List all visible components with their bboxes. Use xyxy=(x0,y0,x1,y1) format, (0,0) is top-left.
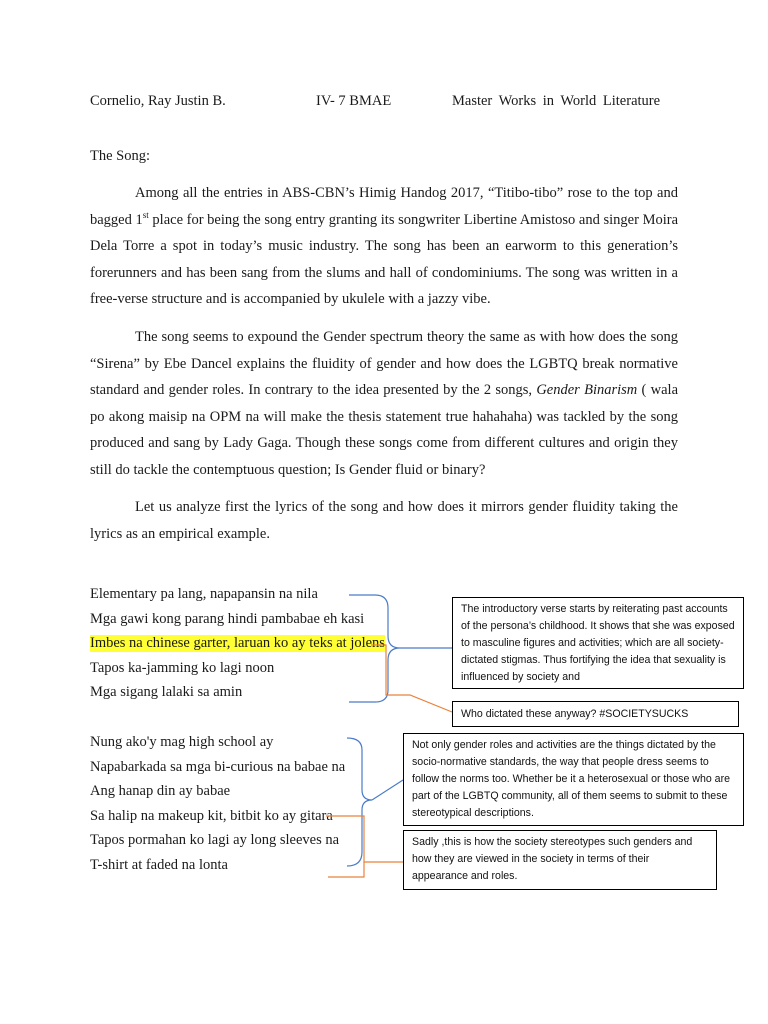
lonta-connector xyxy=(328,862,364,877)
lyric-line: Tapos ka-jamming ko lagi noon xyxy=(90,660,275,676)
lyric-line: Sa halip na makeup kit, bitbit ko ay gitara xyxy=(90,808,333,824)
annotation-box-stereotypes: Sadly ,this is how the society stereotypes such genders and how they are viewed in the society in terms of their appearance and roles. xyxy=(403,830,717,890)
verse1-bracket xyxy=(349,595,400,702)
lyric-line: T-shirt at faded na lonta xyxy=(90,857,228,873)
lyric-line: Mga gawi kong parang hindi pambabae eh kasi xyxy=(90,611,365,627)
annotation-box-dress-norms: Not only gender roles and activities are the things dictated by the socio-normative standards, the way that people dress seems to follow the norms too. Whether be it a heterosexual or those who are part of the LGBTQ community, all of them seems to submit to these stereotypical descriptions. xyxy=(403,733,744,826)
verse2-bracket-connector xyxy=(372,780,403,800)
annotation-box-childhood: The introductory verse starts by reiterating past accounts of the persona’s childhood. It shows that she was exposed to masculine figures and activities; which are all society-dictated stigmas. Thus fortifying the idea that sexuality is influenced by society and xyxy=(452,597,744,689)
lyric-line-highlighted: Imbes na chinese garter, laruan ko ay teks at jolens xyxy=(90,635,385,651)
gender-binarism-term: Gender Binarism xyxy=(536,382,638,398)
ordinal-superscript: st xyxy=(142,209,149,220)
lyric-line: Napabarkada sa mga bi-curious na babae na xyxy=(90,759,346,775)
lyric-line: Nung ako'y mag high school ay xyxy=(90,734,274,750)
lyric-line: Tapos pormahan ko lagi ay long sleeves na xyxy=(90,832,340,848)
paragraph-2-text-b: ( wala po akong maisip na OPM na will make the thesis statement true hahahaha) was tackled by the song produced and sang by Lady Gaga. Though these songs come from different cultures and origin they still do tackle the contemptuous question; Is Gender fluid or binary? xyxy=(90,382,679,478)
class-section: IV- 7 BMAE xyxy=(316,93,392,109)
highlight-connector xyxy=(371,645,452,712)
paragraph-1-text-b: place for being the song entry granting its songwriter Libertine Amistoso and singer Moira Dela Torre a spot in today’s music industry. The song has been an earworm to this generation’s forerunners and has been sang from the slums and hall of condominiums. The song was written in a free-verse structure and is accompanied by ukulele with a jazzy vibe. xyxy=(90,211,679,307)
verse2-bracket xyxy=(347,738,372,866)
course-title: Master Works in World Literature xyxy=(452,93,661,109)
lyric-line: Mga sigang lalaki sa amin xyxy=(90,684,243,700)
lyric-line: Ang hanap din ay babae xyxy=(90,783,231,799)
paragraph-1-text-a: Among all the entries in ABS-CBN’s Himig Handog 2017, “Titibo-tibo” rose to the top and bagged 1 xyxy=(90,185,678,228)
author-name: Cornelio, Ray Justin B. xyxy=(90,93,226,109)
paragraph-2-text-a: The song seems to expound the Gender spectrum theory the same as with how does the song “Sirena” by Ebe Dancel explains the fluidity of gender and how does the LGBTQ break normative standard and gender roles. In contrary to the idea presented by the 2 songs, xyxy=(90,329,678,398)
gitara-connector xyxy=(326,816,403,862)
annotation-box-society: Who dictated these anyway? #SOCIETYSUCKS xyxy=(452,701,739,727)
section-title: The Song: xyxy=(90,148,151,164)
lyric-line: Elementary pa lang, napapansin na nila xyxy=(90,586,318,602)
paragraph-3-text: Let us analyze first the lyrics of the song and how does it mirrors gender fluidity taking the lyrics as an empirical example. xyxy=(90,499,678,542)
